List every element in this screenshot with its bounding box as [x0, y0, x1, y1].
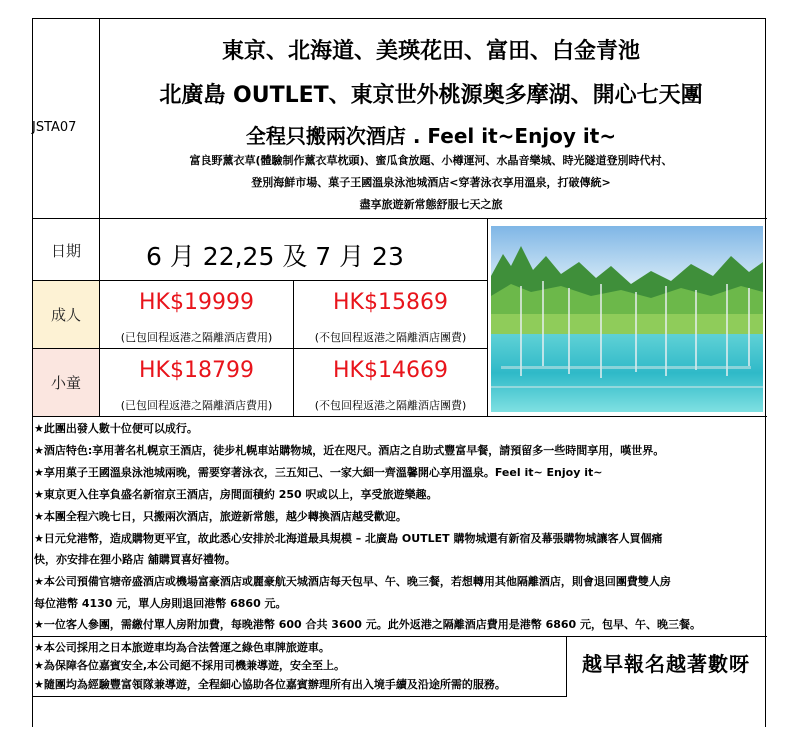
date-label: 日期: [50, 242, 81, 260]
footer-line-3: ★隨團均為經驗豐富領隊兼導遊，全程細心協助各位嘉賓辦理所有出入境手續及沿途所需的服務。: [34, 678, 506, 691]
info-line-5: ★本團全程六晚七日，只搬兩次酒店，旅遊新常態，越少轉換酒店越受歡迎。: [34, 510, 407, 523]
info-line-8: ★本公司預備官塘帝盛酒店或機場富豪酒店或麗豪航天城酒店每天包早、午、晚三餐，若想轉用其他隔離酒店，則會退回團費雙人房: [34, 575, 671, 588]
info-line-3: ★享用菓子王國溫泉泳池城兩晚，需要穿著泳衣，三五知己、一家大細一齊溫馨開心享用溫泉。Feel it~ Enjoy it~: [34, 466, 603, 479]
early-signup-slogan: 越早報名越著數呀: [582, 652, 750, 676]
child-note-without-hotel: (不包回程返港之隔離酒店團費): [314, 399, 467, 412]
title-line-1: 東京、北海道、美瑛花田、富田、白金青池: [221, 39, 640, 64]
departure-dates: 6 月 22,25 及 7 月 23: [146, 242, 404, 271]
adult-note-with-hotel: (已包回程返港之隔離酒店費用): [120, 331, 273, 344]
info-line-4: ★東京更入住享負盛名新宿京王酒店，房間面積約 250 呎或以上，享受旅遊樂趣。: [34, 488, 438, 501]
footer-line-2: ★為保障各位嘉賓安全,本公司絕不採用司機兼導遊，安全至上。: [34, 659, 346, 672]
child-label: 小童: [50, 374, 81, 392]
info-line-10: ★一位客人參團，需繳付單人房附加費，每晚港幣 600 合共 3600 元。此外返港之隔離酒店費用是港幣 6860 元，包早、午、晚三餐。: [34, 618, 702, 631]
subtitle-line-3: 盡享旅遊新常態舒服七天之旅: [359, 198, 503, 211]
info-line-9: 每位港幣 4130 元，單人房則退回港幣 6860 元。: [34, 597, 287, 610]
adult-price-with-hotel: HK$19999: [139, 290, 254, 315]
blue-pond-photo: [491, 226, 763, 412]
adult-label: 成人: [50, 306, 81, 324]
adult-note-without-hotel: (不包回程返港之隔離酒店團費): [314, 331, 467, 344]
header-bottom-line: [32, 218, 767, 219]
info-line-6: ★日元兌港幣，造成購物更平宜，故此悉心安排於北海道最具規模 – 北廣島 OUTLET 購物城還有新宿及幕張購物城讓客人買個痛: [34, 532, 663, 545]
subtitle-line-2: 登別海鮮市場、菓子王國溫泉泳池城酒店<穿著泳衣享用溫泉，打破傳統>: [251, 176, 611, 189]
child-price-with-hotel: HK$18799: [139, 358, 254, 383]
footer-line-1: ★本公司採用之日本旅遊車均為合法營運之綠色車牌旅遊車。: [34, 641, 330, 654]
info-line-7: 快，亦安排在狸小路店 舖購買喜好禮物。: [34, 553, 236, 566]
price-table-bottom-line: [32, 416, 767, 417]
info-line-2: ★酒店特色:享用著名札幌京王酒店，徒步札幌車站購物城，近在咫尺。酒店之自助式豐富早餐，請預留多一些時間享用，嘆世界。: [34, 444, 665, 457]
adult-price-without-hotel: HK$15869: [333, 290, 448, 315]
tour-code: JSTA07: [32, 120, 77, 135]
subtitle-line-1: 富良野薰衣草(體驗制作薰衣草枕頭)、蜜瓜食放題、小樽運河、水晶音樂城、時光隧道登別時代村、: [189, 154, 673, 167]
child-note-with-hotel: (已包回程返港之隔離酒店費用): [120, 399, 273, 412]
child-price-without-hotel: HK$14669: [333, 358, 448, 383]
title-line-3: 全程只搬兩次酒店 . Feel it~Enjoy it~: [245, 124, 617, 148]
title-line-2: 北廣島 OUTLET、東京世外桃源奥多摩湖、開心七天團: [159, 83, 703, 108]
info-line-1: ★此團出發人數十位便可以成行。: [34, 422, 198, 435]
